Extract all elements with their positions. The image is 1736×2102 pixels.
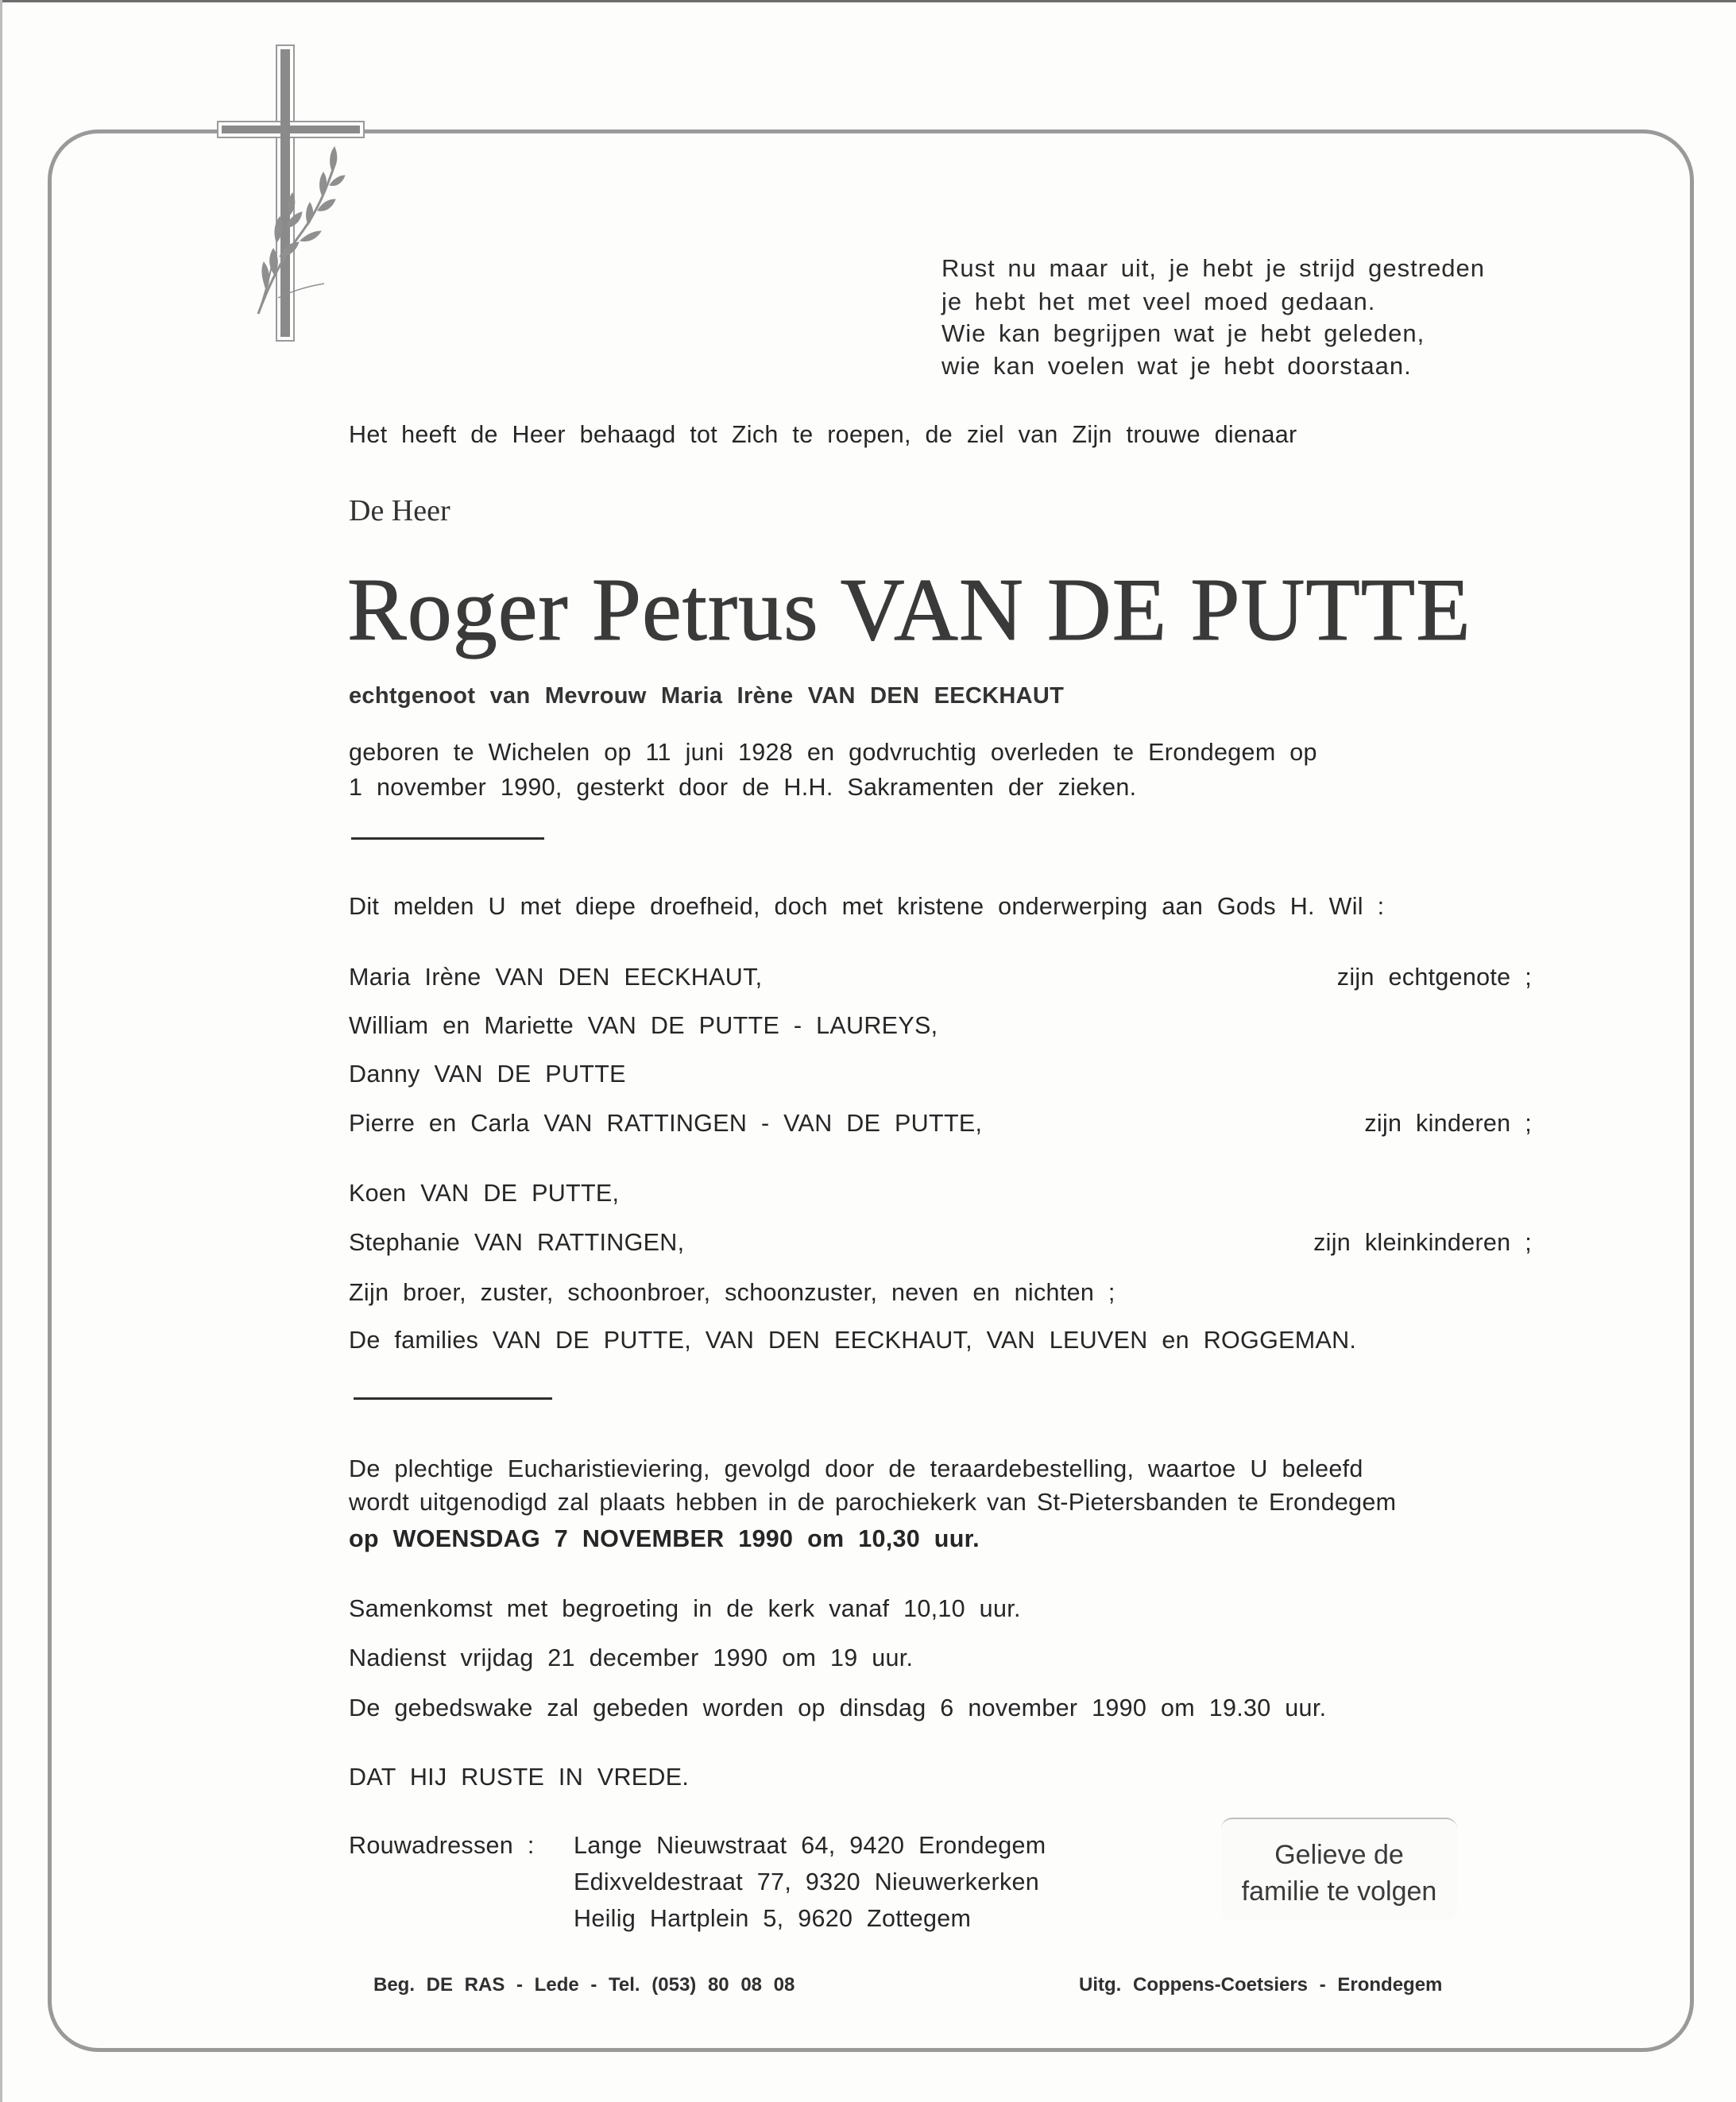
- poem-line: Wie kan begrijpen wat je hebt geleden,: [941, 319, 1425, 347]
- sticker-line: Gelieve de: [1274, 1840, 1404, 1870]
- birth-death-line: 1 november 1990, gesterkt door de H.H. Sakramenten der zieken.: [349, 774, 1137, 801]
- cross-horizontal-bar: [222, 126, 360, 133]
- ceremony-date: op WOENSDAG 7 NOVEMBER 1990 om 10,30 uur.: [349, 1525, 980, 1552]
- schedule-line: Nadienst vrijdag 21 december 1990 om 19 uur.: [349, 1644, 914, 1671]
- separator-line: [354, 1397, 552, 1400]
- intro-text: Het heeft de Heer behaagd tot Zich te roepen, de ziel van Zijn trouwe dienaar: [349, 421, 1297, 448]
- address-line: Edixveldestraat 77, 9320 Nieuwerkerken: [574, 1868, 1040, 1895]
- footer-publisher: Uitg. Coppens-Coetsiers - Erondegem: [1079, 1974, 1443, 1996]
- title-prefix: De Heer: [349, 494, 450, 527]
- spouse-line: echtgenoot van Mevrouw Maria Irène VAN DEN EECKHAUT: [349, 683, 1065, 709]
- family-name: De families VAN DE PUTTE, VAN DEN EECKHAUT, VAN LEUVEN en ROGGEMAN.: [349, 1327, 1357, 1354]
- poem-line: Rust nu maar uit, je hebt je strijd gestreden: [941, 254, 1486, 282]
- family-name: Koen VAN DE PUTTE,: [349, 1180, 620, 1207]
- closing-text: DAT HIJ RUSTE IN VREDE.: [349, 1764, 690, 1791]
- rounded-border-frame: [48, 129, 1694, 2052]
- ceremony-line: De plechtige Eucharistieviering, gevolgd door de teraardebestelling, waartoe U beleefd: [349, 1455, 1363, 1482]
- ceremony-line: wordt uitgenodigd zal plaats hebben in de parochiekerk van St-Pietersbanden te Erondegem: [349, 1489, 1397, 1516]
- family-relation: zijn echtgenote ;: [1336, 964, 1532, 991]
- announcement-text: Dit melden U met diepe droefheid, doch met kristene onderwerping aan Gods H. Wil :: [349, 893, 1385, 920]
- branch-icon: [258, 147, 345, 314]
- separator-line: [351, 837, 544, 840]
- schedule-line: Samenkomst met begroeting in de kerk vanaf 10,10 uur.: [349, 1595, 1021, 1622]
- address-line: Lange Nieuwstraat 64, 9420 Erondegem: [574, 1832, 1046, 1859]
- address-line: Heilig Hartplein 5, 9620 Zottegem: [574, 1905, 972, 1932]
- family-relation: zijn kleinkinderen ;: [1313, 1229, 1532, 1256]
- family-name: Pierre en Carla VAN RATTINGEN - VAN DE PUTTE,: [349, 1110, 983, 1137]
- family-name: Danny VAN DE PUTTE: [349, 1061, 626, 1088]
- addresses-label: Rouwadressen :: [349, 1832, 535, 1859]
- schedule-line: De gebedswake zal gebeden worden op dinsdag 6 november 1990 om 19.30 uur.: [349, 1694, 1327, 1721]
- scan-edge-top: [0, 0, 1736, 2]
- family-name: Maria Irène VAN DEN EECKHAUT,: [349, 964, 763, 991]
- sticker-line: familie te volgen: [1241, 1876, 1437, 1907]
- footer-undertaker: Beg. DE RAS - Lede - Tel. (053) 80 08 08: [373, 1974, 795, 1996]
- deceased-name: Roger Petrus VAN DE PUTTE: [347, 561, 1471, 659]
- poem-line: je hebt het met veel moed gedaan.: [941, 288, 1376, 315]
- family-name: William en Mariette VAN DE PUTTE - LAUREYS,: [349, 1012, 938, 1039]
- poem-line: wie kan voelen wat je hebt doorstaan.: [941, 352, 1412, 380]
- family-name: Zijn broer, zuster, schoonbroer, schoonzuster, neven en nichten ;: [349, 1279, 1115, 1306]
- family-name: Stephanie VAN RATTINGEN,: [349, 1229, 685, 1256]
- scan-edge-left: [0, 0, 2, 2102]
- cross-with-branch-icon: [207, 44, 381, 354]
- follow-family-sticker: [1221, 1818, 1457, 1921]
- family-relation: zijn kinderen ;: [1364, 1110, 1532, 1137]
- birth-death-line: geboren te Wichelen op 11 juni 1928 en godvruchtig overleden te Erondegem op: [349, 739, 1317, 766]
